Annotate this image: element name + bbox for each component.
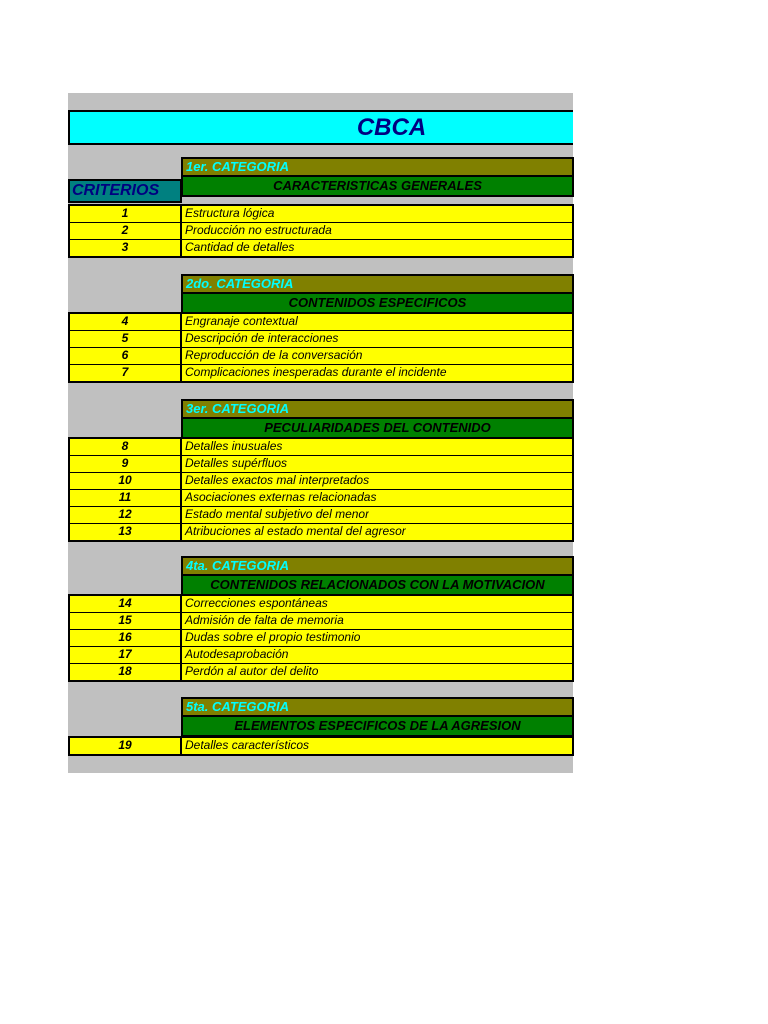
- category-label: 4ta. CATEGORIA: [181, 556, 574, 575]
- criteria-row: [70, 738, 572, 754]
- criteria-text: Perdón al autor del delito: [185, 664, 319, 678]
- criteria-number: 8: [70, 439, 182, 455]
- criteria-text: Detalles supérfluos: [185, 456, 288, 470]
- criteria-text: Detalles inusuales: [185, 439, 283, 453]
- criteria-list: [68, 312, 574, 383]
- criteria-row: [70, 364, 572, 381]
- criteria-text: Estado mental subjetivo del menor: [185, 507, 370, 521]
- criteria-text: Autodesaprobación: [185, 647, 289, 661]
- criteria-text: Complicaciones inesperadas durante el incidente: [185, 365, 447, 379]
- criteria-number: 5: [70, 331, 182, 347]
- criteria-text: Detalles exactos mal interpretados: [185, 473, 370, 487]
- criteria-text: Atribuciones al estado mental del agresor: [185, 524, 406, 538]
- cbca-sheet: [68, 93, 573, 773]
- criteria-row: [70, 314, 572, 330]
- criteria-number: 18: [70, 664, 182, 680]
- criteria-text: Admisión de falta de memoria: [185, 613, 344, 627]
- sheet-title-cell: [68, 110, 573, 145]
- criteria-row: [70, 472, 572, 489]
- criteria-number: 2: [70, 223, 182, 239]
- criteria-number: 7: [70, 365, 182, 381]
- criterios-header: CRITERIOS: [68, 179, 182, 203]
- criteria-list: [68, 736, 574, 756]
- criteria-list: [68, 594, 574, 682]
- criteria-row: [70, 646, 572, 663]
- criteria-number: 14: [70, 596, 182, 612]
- criteria-number: 3: [70, 240, 182, 256]
- criteria-text: Reproducción de la conversación: [185, 348, 363, 362]
- criteria-text: Dudas sobre el propio testimonio: [185, 630, 361, 644]
- criteria-number: 16: [70, 630, 182, 646]
- category-name: PECULIARIDADES DEL CONTENIDO: [181, 418, 574, 439]
- category-label: 3er. CATEGORIA: [181, 399, 574, 418]
- criteria-number: 17: [70, 647, 182, 663]
- criteria-row: [70, 239, 572, 256]
- criteria-number: 9: [70, 456, 182, 472]
- criteria-text: Cantidad de detalles: [185, 240, 295, 254]
- criteria-row: [70, 523, 572, 540]
- criteria-text: Estructura lógica: [185, 206, 275, 220]
- category-name: CONTENIDOS RELACIONADOS CON LA MOTIVACION: [181, 575, 574, 596]
- criteria-text: Detalles característicos: [185, 738, 310, 752]
- criteria-number: 13: [70, 524, 182, 540]
- criteria-number: 12: [70, 507, 182, 523]
- criteria-text: Asociaciones externas relacionadas: [185, 490, 377, 504]
- category-name: ELEMENTOS ESPECIFICOS DE LA AGRESION: [181, 716, 574, 737]
- criteria-text: Engranaje contextual: [185, 314, 298, 328]
- category-label: 1er. CATEGORIA: [181, 157, 574, 176]
- criteria-row: [70, 347, 572, 364]
- criteria-number: 4: [70, 314, 182, 330]
- criteria-text: Producción no estructurada: [185, 223, 332, 237]
- criteria-number: 1: [70, 206, 182, 222]
- criteria-row: [70, 206, 572, 222]
- criteria-number: 11: [70, 490, 182, 506]
- criteria-row: [70, 455, 572, 472]
- criteria-number: 19: [70, 738, 182, 754]
- category-name: CONTENIDOS ESPECIFICOS: [181, 293, 574, 314]
- category-name: CARACTERISTICAS GENERALES: [181, 176, 574, 197]
- category-label: 5ta. CATEGORIA: [181, 697, 574, 716]
- criteria-row: [70, 439, 572, 455]
- criteria-text: Correcciones espontáneas: [185, 596, 328, 610]
- criteria-number: 10: [70, 473, 182, 489]
- criteria-text: Descripción de interacciones: [185, 331, 339, 345]
- criteria-row: [70, 330, 572, 347]
- criteria-number: 6: [70, 348, 182, 364]
- criteria-number: 15: [70, 613, 182, 629]
- criteria-list: [68, 437, 574, 542]
- sheet-title: CBCA: [356, 114, 427, 141]
- criteria-row: [70, 506, 572, 523]
- criteria-row: [70, 489, 572, 506]
- category-label: 2do. CATEGORIA: [181, 274, 574, 293]
- criteria-row: [70, 596, 572, 612]
- criteria-list: [68, 204, 574, 258]
- criteria-row: [70, 629, 572, 646]
- criteria-row: [70, 663, 572, 680]
- criteria-row: [70, 612, 572, 629]
- criteria-row: [70, 222, 572, 239]
